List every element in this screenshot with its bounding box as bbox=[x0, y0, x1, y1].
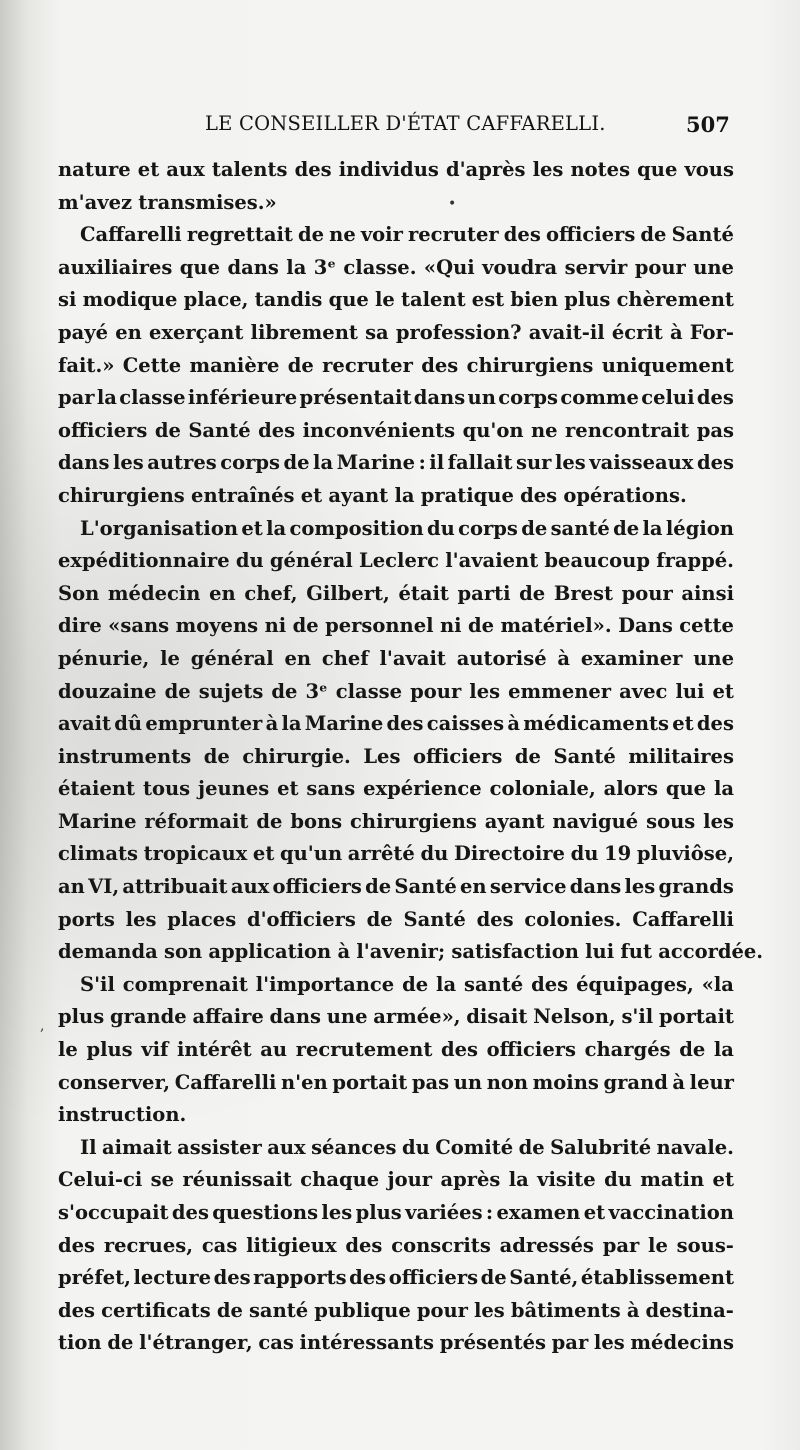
running-title: LE CONSEILLER D'ÉTAT CAFFARELLI. bbox=[205, 112, 606, 135]
text-line: L'organisation et la composition du corps de santé de la légion bbox=[80, 516, 734, 540]
text-line: étaient tous jeunes et sans expérience coloniale, alors que la bbox=[58, 777, 734, 801]
text-line: avait dû emprunter à la Marine des caisses à médicaments et des bbox=[58, 712, 734, 736]
text-line: nature et aux talents des individus d'après les notes que vous bbox=[58, 158, 734, 181]
text-line: Son médecin en chef, Gilbert, était parti de Brest pour ainsi bbox=[58, 581, 734, 605]
text-line: préfet, lecture des rapports des officiers de Santé, établissement bbox=[58, 1266, 734, 1290]
text-line: douzaine de sujets de 3ᵉ classe pour les emmener avec lui et bbox=[58, 679, 734, 703]
text-line: Caffarelli regrettait de ne voir recruter des officiers de Santé bbox=[80, 223, 734, 247]
text-line: S'il comprenait l'importance de la santé des équipages, «la bbox=[80, 972, 734, 996]
ink-speck: , bbox=[40, 1018, 45, 1034]
page-header bbox=[0, 112, 800, 142]
text-line: expéditionnaire du général Leclerc l'avaient beaucoup frappé. bbox=[58, 549, 734, 573]
text-line: des recrues, cas litigieux des conscrits adressés par le sous- bbox=[58, 1233, 734, 1257]
text-line: an VI, attribuait aux officiers de Santé en service dans les grands bbox=[58, 875, 734, 899]
text-line: conserver, Caffarelli n'en portait pas un non moins grand à leur bbox=[58, 1070, 734, 1094]
text-line: par la classe inférieure présentait dans un corps comme celui des bbox=[58, 386, 734, 410]
body-text bbox=[58, 154, 764, 1360]
text-line: Celui-ci se réunissait chaque jour après la visite du matin et bbox=[58, 1168, 734, 1192]
page-number: 507 bbox=[686, 112, 730, 137]
text-line: payé en exerçant librement sa profession? avait-il écrit à For- bbox=[58, 320, 734, 344]
text-line: ports les places d'officiers de Santé des colonies. Caffarelli bbox=[58, 907, 734, 931]
text-line: demanda son application à l'avenir; satisfaction lui fut accordée. bbox=[58, 940, 764, 964]
text-line: tion de l'étranger, cas intéressants présentés par les médecins bbox=[58, 1331, 734, 1355]
text-line: plus grande affaire dans une armée», disait Nelson, s'il portait bbox=[58, 1005, 734, 1029]
text-line: le plus vif intérêt au recrutement des officiers chargés de la bbox=[58, 1038, 734, 1062]
text-line: si modique place, tandis que le talent est bien plus chèrement bbox=[58, 288, 734, 312]
ink-speck: • bbox=[448, 196, 457, 212]
text-line: chirurgiens entraînés et ayant la pratique des opérations. bbox=[58, 483, 687, 507]
text-line: s'occupait des questions les plus variées : examen et vaccination bbox=[58, 1201, 734, 1224]
text-line: Il aimait assister aux séances du Comité de Salubrité navale. bbox=[80, 1135, 734, 1159]
text-line: climats tropicaux et qu'un arrêté du Directoire du 19 pluviôse, bbox=[58, 842, 734, 866]
text-line: instruments de chirurgie. Les officiers de Santé militaires bbox=[58, 744, 734, 768]
text-line: Marine réformait de bons chirurgiens ayant navigué sous les bbox=[58, 809, 734, 833]
text-line: fait.» Cette manière de recruter des chirurgiens uniquement bbox=[58, 353, 734, 377]
text-line: pénurie, le général en chef l'avait autorisé à examiner une bbox=[58, 646, 734, 670]
text-line: auxiliaires que dans la 3ᵉ classe. «Qui voudra servir pour une bbox=[58, 255, 734, 279]
text-line: dire «sans moyens ni de personnel ni de matériel». Dans cette bbox=[58, 614, 734, 638]
text-line: m'avez transmises.» bbox=[58, 190, 277, 214]
text-line: des certificats de santé publique pour les bâtiments à destina- bbox=[58, 1298, 734, 1322]
text-line: instruction. bbox=[58, 1103, 187, 1127]
text-line: officiers de Santé des inconvénients qu'on ne rencontrait pas bbox=[58, 418, 734, 442]
text-line: dans les autres corps de la Marine : il fallait sur les vaisseaux des bbox=[58, 451, 734, 475]
